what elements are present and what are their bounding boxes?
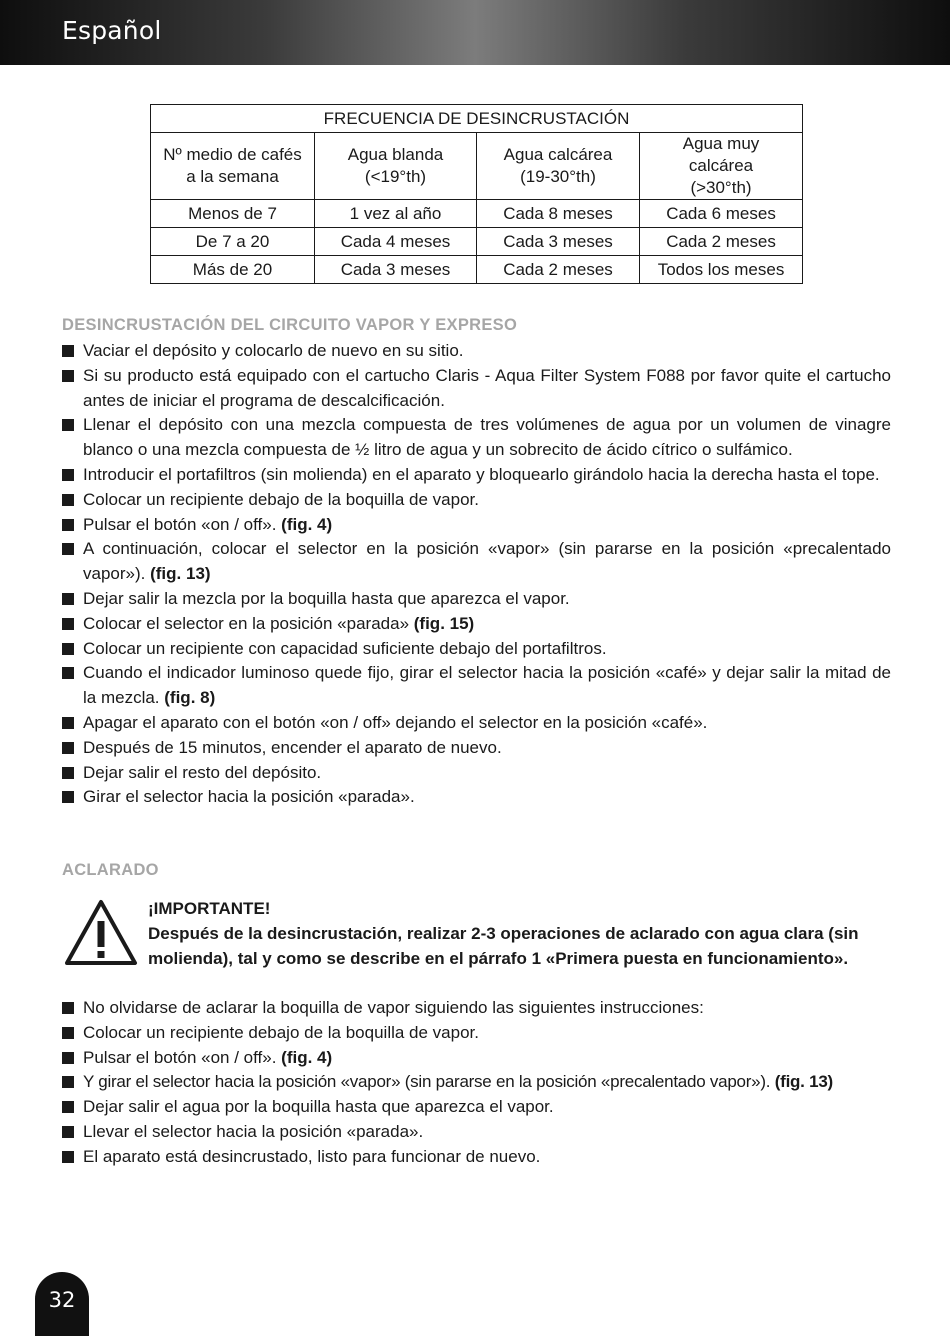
warning-triangle-icon — [64, 898, 138, 971]
list-item: Dejar salir el agua por la boquilla hasta que aparezca el vapor. — [62, 1095, 891, 1120]
bullet-square-icon — [62, 618, 74, 630]
bullet-square-icon — [62, 519, 74, 531]
important-text: Después de la desincrustación, realizar 2-3 operaciones de aclarado con agua clara (sin molienda), tal y como se describe en el párrafo 1 «Primera puesta en funcionamiento». — [148, 923, 859, 968]
table-cell: Menos de 7 — [151, 200, 315, 228]
bullet-square-icon — [62, 767, 74, 779]
table-cell: Cada 2 meses — [477, 256, 640, 284]
table-cell: De 7 a 20 — [151, 228, 315, 256]
list-item: A continuación, colocar el selector en la posición «vapor» (sin pararse en la posición «precalentado vapor»). (fig. 13) — [62, 537, 891, 587]
list-item: Colocar un recipiente debajo de la boquilla de vapor. — [62, 1021, 891, 1046]
table-cell: Cada 3 meses — [477, 228, 640, 256]
list-item: Vaciar el depósito y colocarlo de nuevo en su sitio. — [62, 339, 891, 364]
important-notice — [148, 897, 890, 971]
section-title-rinsing: ACLARADO — [62, 861, 159, 879]
list-item: Girar el selector hacia la posición «parada». — [62, 785, 891, 810]
bullet-square-icon — [62, 791, 74, 803]
table-row — [151, 200, 803, 228]
list-item: Colocar un recipiente debajo de la boquilla de vapor. — [62, 488, 891, 513]
list-item: No olvidarse de aclarar la boquilla de vapor siguiendo las siguientes instrucciones: — [62, 996, 891, 1021]
table-cell: 1 vez al año — [315, 200, 477, 228]
bullet-square-icon — [62, 1101, 74, 1113]
header-title: Español — [62, 16, 162, 45]
table-row — [151, 256, 803, 284]
table-cell: Cada 3 meses — [315, 256, 477, 284]
list-item: Introducir el portafiltros (sin molienda) en el aparato y bloquearlo girándolo hacia la derecha hasta el tope. — [62, 463, 891, 488]
table-title: FRECUENCIA DE DESINCRUSTACIÓN — [151, 105, 803, 133]
table-cell: Cada 6 meses — [640, 200, 803, 228]
table-cell: Cada 2 meses — [640, 228, 803, 256]
list-item: Y girar el selector hacia la posición «vapor» (sin pararse en la posición «precalentado vapor»). (fig. 13) — [62, 1070, 891, 1095]
bullet-square-icon — [62, 1126, 74, 1138]
descaling-steps-list — [62, 339, 891, 810]
bullet-square-icon — [62, 1052, 74, 1064]
bullet-square-icon — [62, 419, 74, 431]
bullet-square-icon — [62, 593, 74, 605]
bullet-square-icon — [62, 742, 74, 754]
bullet-square-icon — [62, 543, 74, 555]
column-header: Agua calcárea (19-30°th) — [477, 133, 640, 200]
table-row — [151, 228, 803, 256]
column-header: Agua blanda (<19°th) — [315, 133, 477, 200]
list-item: Pulsar el botón «on / off». (fig. 4) — [62, 1046, 891, 1071]
descaling-frequency-table — [150, 104, 803, 284]
bullet-square-icon — [62, 1027, 74, 1039]
bullet-square-icon — [62, 717, 74, 729]
page-number-tab — [35, 1272, 89, 1336]
list-item: Colocar un recipiente con capacidad suficiente debajo del portafiltros. — [62, 637, 891, 662]
bullet-square-icon — [62, 469, 74, 481]
list-item: Dejar salir la mezcla por la boquilla hasta que aparezca el vapor. — [62, 587, 891, 612]
bullet-square-icon — [62, 370, 74, 382]
list-item: Llenar el depósito con una mezcla compuesta de tres volúmenes de agua por un volumen de vinagre blanco o una mezcla compuesta de ½ litro de agua y un sobrecito de ácido cítrico o sulfámico. — [62, 413, 891, 463]
column-header: Agua muy calcárea (>30°th) — [640, 133, 803, 200]
table-cell: Todos los meses — [640, 256, 803, 284]
table-cell: Cada 4 meses — [315, 228, 477, 256]
page-number: 32 — [48, 1288, 76, 1312]
bullet-square-icon — [62, 345, 74, 357]
table-cell: Más de 20 — [151, 256, 315, 284]
list-item: El aparato está desincrustado, listo para funcionar de nuevo. — [62, 1145, 891, 1170]
list-item: Si su producto está equipado con el cartucho Claris - Aqua Filter System F088 por favor quite el cartucho antes de iniciar el programa de descalcificación. — [62, 364, 891, 414]
table-cell: Cada 8 meses — [477, 200, 640, 228]
bullet-square-icon — [62, 1151, 74, 1163]
list-item: Dejar salir el resto del depósito. — [62, 761, 891, 786]
section-title-descaling: DESINCRUSTACIÓN DEL CIRCUITO VAPOR Y EXPRESO — [62, 316, 518, 334]
list-item: Después de 15 minutos, encender el aparato de nuevo. — [62, 736, 891, 761]
bullet-square-icon — [62, 667, 74, 679]
bullet-square-icon — [62, 1076, 74, 1088]
rinsing-steps-list — [62, 996, 891, 1170]
list-item: Apagar el aparato con el botón «on / off» dejando el selector en la posición «café». — [62, 711, 891, 736]
list-item: Cuando el indicador luminoso quede fijo, girar el selector hacia la posición «café» y dejar salir la mitad de la mezcla. (fig. 8) — [62, 661, 891, 711]
bullet-square-icon — [62, 1002, 74, 1014]
page-header — [0, 0, 950, 65]
list-item: Pulsar el botón «on / off». (fig. 4) — [62, 513, 891, 538]
important-title: ¡IMPORTANTE! — [148, 899, 271, 918]
bullet-square-icon — [62, 643, 74, 655]
list-item: Colocar el selector en la posición «parada» (fig. 15) — [62, 612, 891, 637]
column-header: Nº medio de cafés a la semana — [151, 133, 315, 200]
list-item: Llevar el selector hacia la posición «parada». — [62, 1120, 891, 1145]
bullet-square-icon — [62, 494, 74, 506]
